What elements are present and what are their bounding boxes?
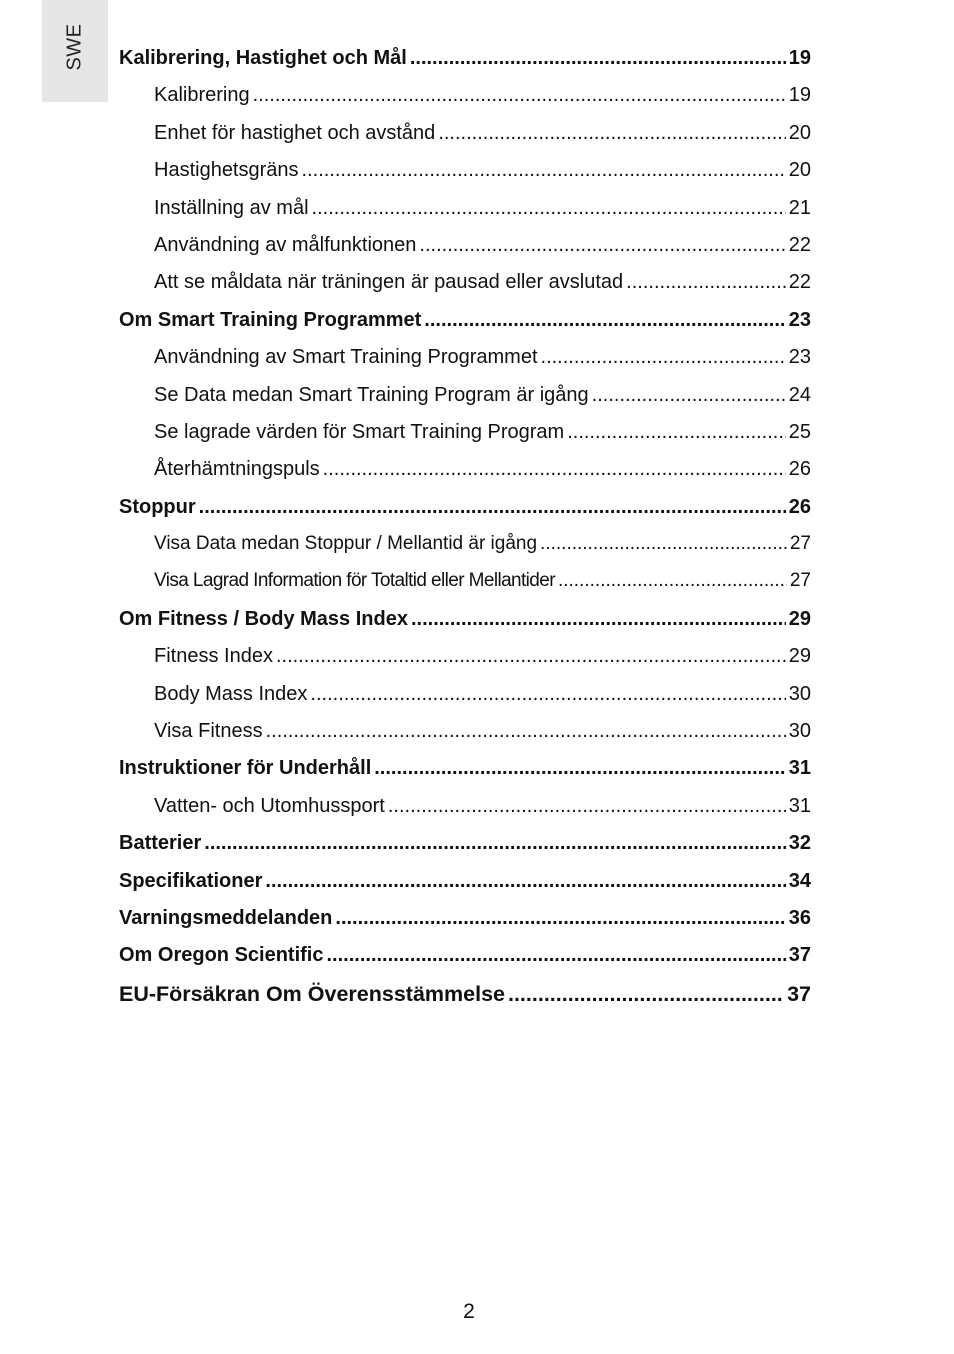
toc-entry[interactable]: [119, 944, 811, 981]
toc-entry-page: 31: [788, 794, 811, 817]
toc-entry-title: EU-Försäkran Om Överensstämmelse: [119, 981, 505, 1006]
toc-entry[interactable]: [119, 384, 811, 421]
toc-entry[interactable]: [119, 645, 811, 682]
table-of-contents: [119, 47, 811, 1019]
toc-entry-title: Om Fitness / Body Mass Index: [119, 607, 408, 630]
dot-leader: [540, 533, 787, 555]
toc-entry-title: Fitness Index: [154, 645, 273, 668]
toc-entry-page: 30: [788, 720, 811, 743]
dot-leader: [335, 907, 785, 930]
toc-entry-page: 23: [788, 346, 811, 369]
toc-entry-title: Om Oregon Scientific: [119, 944, 324, 967]
language-tab: [42, 0, 108, 102]
dot-leader: [302, 159, 786, 182]
dot-leader: [558, 570, 787, 592]
toc-entry-title: Batterier: [119, 832, 202, 855]
toc-entry-page: 22: [788, 271, 811, 294]
toc-entry-title: Enhet för hastighet och avstånd: [154, 121, 436, 144]
page-number: 2: [463, 1300, 475, 1323]
toc-entry-page: 26: [788, 495, 811, 518]
toc-entry-title: Specifikationer: [119, 869, 263, 892]
toc-entry-title: Visa Data medan Stoppur / Mellantid är igång: [154, 533, 538, 555]
toc-entry[interactable]: [119, 533, 811, 570]
dot-leader: [388, 795, 786, 818]
toc-entry-page: 22: [788, 233, 811, 256]
toc-entry[interactable]: [119, 197, 811, 234]
toc-entry[interactable]: [119, 982, 811, 1019]
dot-leader: [312, 197, 786, 220]
toc-entry-title: Hastighetsgräns: [154, 159, 299, 182]
toc-entry[interactable]: [119, 346, 811, 383]
toc-entry-title: Visa Fitness: [154, 720, 263, 743]
toc-entry-page: 29: [788, 645, 811, 668]
toc-entry-title: Återhämtningspuls: [154, 458, 320, 481]
toc-entry-title: Användning av målfunktionen: [154, 233, 417, 256]
language-label: SWE: [63, 23, 86, 71]
toc-entry[interactable]: [119, 458, 811, 495]
dot-leader: [253, 84, 786, 107]
toc-entry[interactable]: [119, 683, 811, 720]
toc-entry-title: Instruktioner för Underhåll: [119, 757, 372, 780]
dot-leader: [567, 421, 786, 444]
toc-entry[interactable]: [119, 832, 811, 869]
dot-leader: [592, 384, 786, 407]
dot-leader: [410, 47, 786, 70]
dot-leader: [419, 234, 785, 257]
toc-entry-title: Kalibrering: [154, 84, 250, 107]
toc-entry[interactable]: [119, 122, 811, 159]
toc-entry[interactable]: [119, 907, 811, 944]
toc-entry-page: 19: [788, 47, 811, 69]
toc-entry-title: Användning av Smart Training Programmet: [154, 346, 538, 369]
toc-entry-title: Kalibrering, Hastighet och Mål: [119, 47, 407, 69]
toc-entry-title: Vatten- och Utomhussport: [154, 794, 385, 817]
toc-entry-page: 37: [788, 944, 811, 967]
toc-entry-page: 19: [788, 84, 811, 107]
dot-leader: [199, 496, 786, 519]
toc-entry[interactable]: [119, 421, 811, 458]
toc-entry-page: 20: [788, 159, 811, 182]
toc-entry-page: 27: [789, 570, 811, 592]
dot-leader: [276, 645, 786, 668]
toc-entry-title: Varningsmeddelanden: [119, 906, 333, 929]
toc-entry-page: 31: [788, 757, 811, 780]
toc-entry-page: 29: [788, 607, 811, 630]
toc-entry[interactable]: [119, 870, 811, 907]
dot-leader: [541, 346, 786, 369]
dot-leader: [265, 870, 785, 893]
toc-entry-title: Se lagrade värden för Smart Training Program: [154, 420, 565, 443]
toc-entry[interactable]: [119, 47, 811, 84]
toc-entry-page: 20: [788, 121, 811, 144]
toc-entry-page: 26: [788, 458, 811, 481]
toc-entry-page: 24: [788, 383, 811, 406]
dot-leader: [310, 683, 785, 706]
dot-leader: [424, 309, 785, 332]
dot-leader: [266, 720, 786, 743]
dot-leader: [326, 944, 785, 967]
toc-entry-page: 37: [787, 981, 811, 1006]
dot-leader: [374, 757, 786, 780]
toc-entry-page: 25: [788, 420, 811, 443]
toc-entry[interactable]: [119, 84, 811, 121]
toc-entry-page: 27: [789, 533, 811, 555]
toc-entry-title: Visa Lagrad Information för Totaltid eller Mellantider: [154, 570, 555, 592]
dot-leader: [508, 982, 784, 1007]
toc-entry[interactable]: [119, 271, 811, 308]
dot-leader: [438, 122, 785, 145]
toc-entry[interactable]: [119, 757, 811, 794]
toc-entry-page: 34: [788, 869, 811, 892]
toc-entry-title: Body Mass Index: [154, 682, 308, 705]
toc-entry-page: 32: [788, 832, 811, 855]
toc-entry[interactable]: [119, 570, 811, 607]
toc-entry[interactable]: [119, 496, 811, 533]
toc-entry-title: Stoppur: [119, 495, 196, 518]
toc-entry-page: 21: [788, 196, 811, 219]
dot-leader: [323, 458, 786, 481]
dot-leader: [411, 608, 786, 631]
toc-entry-page: 36: [788, 906, 811, 929]
toc-entry-title: Se Data medan Smart Training Program är igång: [154, 383, 589, 406]
toc-entry-page: 30: [788, 682, 811, 705]
dot-leader: [626, 271, 786, 294]
toc-entry[interactable]: [119, 608, 811, 645]
dot-leader: [204, 832, 785, 855]
toc-entry[interactable]: [119, 234, 811, 271]
toc-entry-title: Inställning av mål: [154, 196, 309, 219]
toc-entry[interactable]: [119, 309, 811, 346]
toc-entry[interactable]: [119, 795, 811, 832]
toc-entry[interactable]: [119, 159, 811, 196]
toc-entry-title: Om Smart Training Programmet: [119, 308, 422, 331]
toc-entry-page: 23: [788, 308, 811, 331]
toc-entry[interactable]: [119, 720, 811, 757]
toc-entry-title: Att se måldata när träningen är pausad eller avslutad: [154, 271, 624, 294]
